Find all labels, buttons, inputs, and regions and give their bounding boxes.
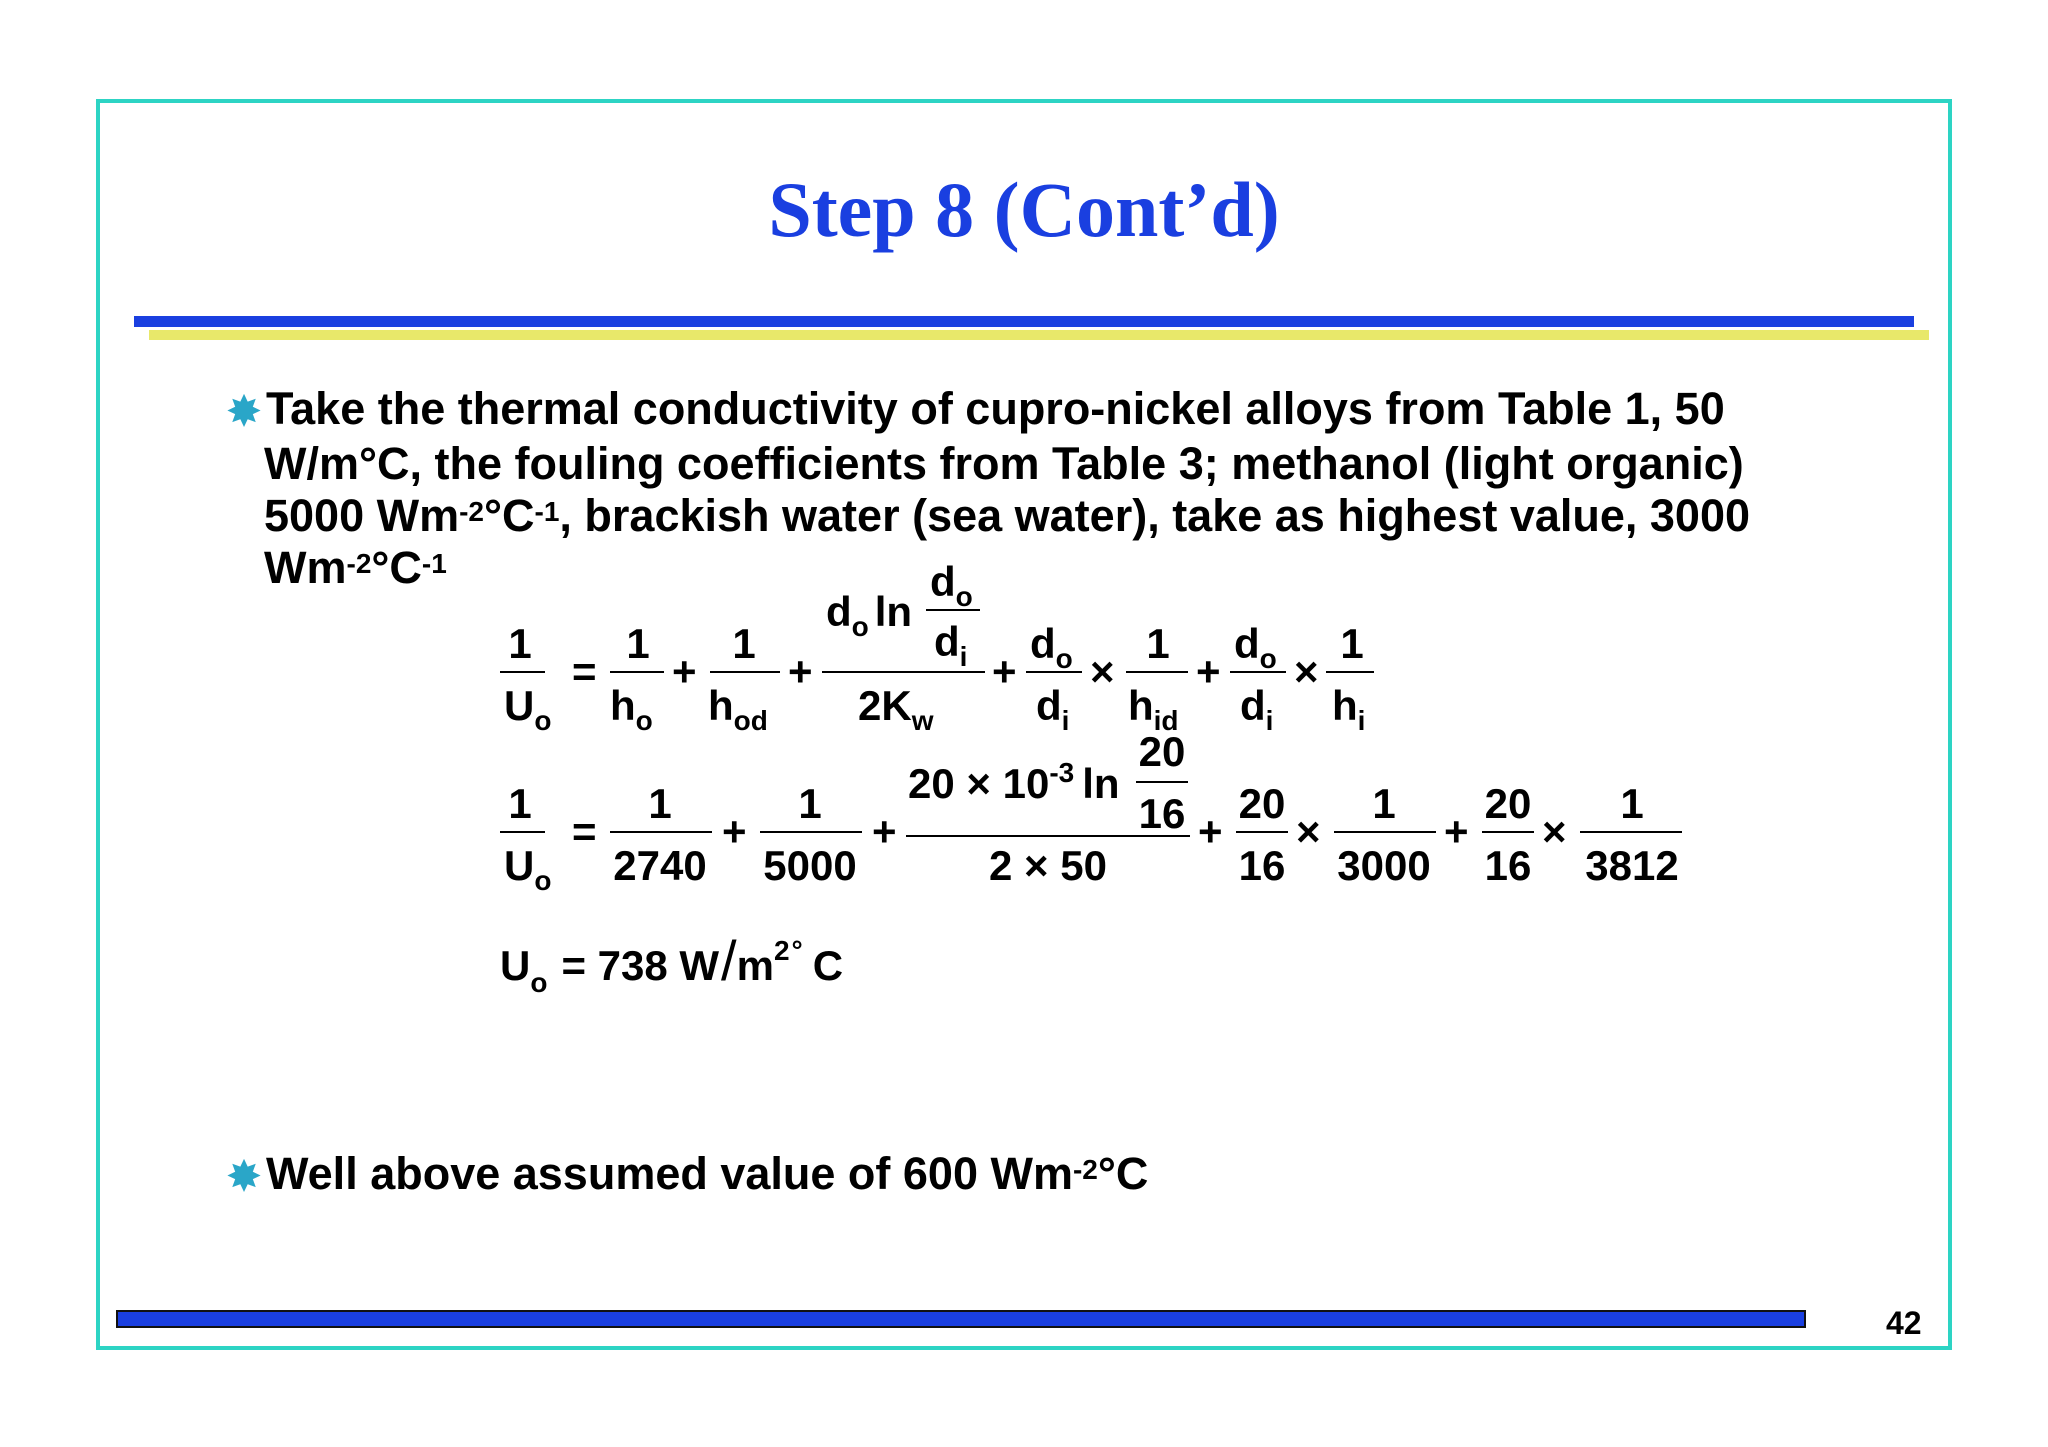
eq2-t2-den: 5000 bbox=[763, 842, 857, 889]
eq1-t3-inner-num: $d_o$ bbox=[930, 558, 973, 612]
eq2-times2: × bbox=[1542, 808, 1567, 855]
slide-title: Step 8 (Cont’d) bbox=[768, 166, 1280, 253]
eq1-t2-den: $h_{od}$ bbox=[708, 682, 768, 736]
eq1-plus2: + bbox=[788, 648, 813, 695]
bullet1-line1: Take the thermal conductivity of cupro-nickel alloys from Table 1, 50 bbox=[266, 383, 1725, 434]
eq2-t5-den: 3000 bbox=[1337, 842, 1431, 889]
eq2-t3-den: 2 × 50 bbox=[989, 842, 1107, 889]
page-number: 42 bbox=[1886, 1305, 1922, 1341]
equation-numeric bbox=[500, 728, 1682, 896]
bullet2-text: Well above assumed value of 600 Wm bbox=[266, 1148, 1073, 1199]
eq2-t3-inner-num: 20 bbox=[1138, 728, 1186, 775]
bullet1-line4: $Wm^{-2}^\circ C^{-1}$ bbox=[264, 542, 447, 594]
eq2-t5-num: 1 bbox=[1372, 780, 1396, 827]
bullet1-line3: 5000 $Wm^{-2}^\circ C^{-1}$, brackish water (sea water), take as highest value, 3000 bbox=[264, 490, 1751, 542]
eq2-t4-den: 16 bbox=[1238, 842, 1286, 889]
eq1-t5-den: $h_{id}$ bbox=[1128, 682, 1179, 736]
eq1-equals: = bbox=[572, 648, 597, 695]
equation-general bbox=[500, 558, 1374, 736]
equation-result bbox=[500, 929, 843, 998]
eq1-times2: × bbox=[1294, 648, 1319, 695]
eq2-equals: = bbox=[572, 808, 597, 855]
eq1-times1: × bbox=[1090, 648, 1115, 695]
eq1-t4-num: $d_o$ bbox=[1030, 620, 1073, 674]
result-text: $U_o = 738$ $W/m^2^\circ$ C bbox=[500, 929, 844, 998]
eq1-t7-num: 1 bbox=[1340, 620, 1364, 667]
eq1-plus3: + bbox=[992, 648, 1017, 695]
eq2-plus1: + bbox=[722, 808, 747, 855]
eq1-t6-den: $d_i$ bbox=[1240, 682, 1274, 736]
bullet-star-icon: ✸ bbox=[227, 1155, 261, 1200]
eq2-lhs-num: 1 bbox=[508, 780, 532, 827]
eq1-lhs-num: 1 bbox=[508, 620, 532, 667]
eq1-t7-den: $h_i$ bbox=[1332, 682, 1366, 736]
eq1-lhs-den: $U_o$ bbox=[504, 682, 552, 736]
eq2-times1: × bbox=[1296, 808, 1321, 855]
eq1-t3-inner-den: $d_i$ bbox=[934, 618, 968, 672]
eq2-t2-num: 1 bbox=[798, 780, 822, 827]
eq2-plus4: + bbox=[1444, 808, 1469, 855]
eq1-t2-num: 1 bbox=[732, 620, 756, 667]
bullet-star-icon: ✸ bbox=[227, 390, 261, 435]
eq2-lhs-den: $U_o$ bbox=[504, 842, 552, 896]
eq2-t6-num: 20 bbox=[1484, 780, 1532, 827]
eq2-t1-num: 1 bbox=[648, 780, 672, 827]
bullet1-line2: W/m°C, the fouling coefficients from Table 3; methanol (light organic) bbox=[264, 438, 1744, 490]
eq1-t1-den: $h_o$ bbox=[610, 682, 653, 736]
eq2-plus3: + bbox=[1198, 808, 1223, 855]
eq1-t3-pre: $d_o$ ln bbox=[826, 588, 913, 642]
eq2-t1-den: 2740 bbox=[613, 842, 707, 889]
footer-bar bbox=[116, 1310, 1806, 1328]
eq1-plus1: + bbox=[672, 648, 697, 695]
eq2-t7-num: 1 bbox=[1620, 780, 1644, 827]
eq1-t6-num: $d_o$ bbox=[1234, 620, 1277, 674]
eq2-t7-den: 3812 bbox=[1585, 842, 1679, 889]
eq1-t5-num: 1 bbox=[1146, 620, 1170, 667]
eq2-t4-num: 20 bbox=[1238, 780, 1286, 827]
eq2-t3-pre: $20 \times 10^{-3}$ ln bbox=[908, 757, 1120, 807]
eq1-t1-num: 1 bbox=[626, 620, 650, 667]
eq2-t6-den: 16 bbox=[1484, 842, 1532, 889]
eq2-plus2: + bbox=[872, 808, 897, 855]
eq1-t3-den: $2K_w$ bbox=[858, 682, 934, 736]
eq2-t3-inner-den: 16 bbox=[1138, 790, 1186, 837]
bullet-well-above: ✸ Well above assumed value of 600 $Wm^{-2}^\circ C$ bbox=[226, 1148, 1148, 1203]
eq1-plus4: + bbox=[1196, 648, 1221, 695]
eq1-t4-den: $d_i$ bbox=[1036, 682, 1070, 736]
